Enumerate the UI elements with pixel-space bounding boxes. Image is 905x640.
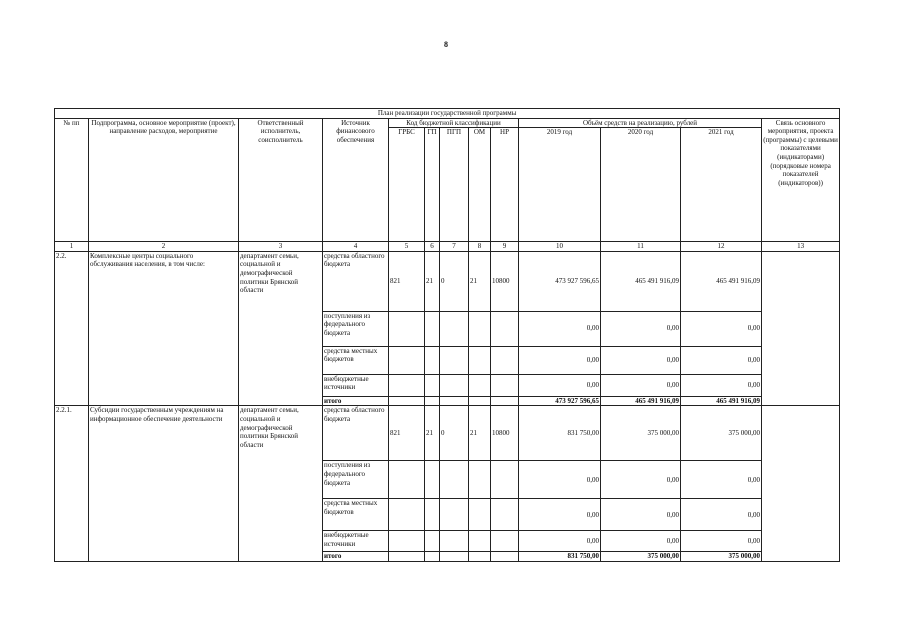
amount-2021: 0,00 bbox=[681, 499, 762, 531]
nr-code bbox=[491, 374, 519, 396]
pgp-code bbox=[440, 311, 469, 346]
amount-2021: 465 491 916,09 bbox=[681, 396, 762, 406]
header-nr: НР bbox=[491, 128, 519, 242]
amount-2021: 0,00 bbox=[681, 346, 762, 374]
program-name: Комплексные центры социального обслуживания населения, в том числе: bbox=[89, 251, 239, 406]
nr-code bbox=[491, 396, 519, 406]
amount-2020: 0,00 bbox=[601, 461, 681, 499]
gp-code: 21 bbox=[425, 251, 440, 311]
grbs-code bbox=[389, 552, 425, 562]
grbs-code bbox=[389, 531, 425, 552]
amount-2020: 0,00 bbox=[601, 346, 681, 374]
header-grbs: ГРБС bbox=[389, 128, 425, 242]
funding-source: средства областного бюджета bbox=[323, 251, 389, 311]
amount-2020: 0,00 bbox=[601, 374, 681, 396]
funding-source: итого bbox=[323, 396, 389, 406]
gp-code bbox=[425, 461, 440, 499]
grbs-code bbox=[389, 396, 425, 406]
pgp-code bbox=[440, 396, 469, 406]
nr-code: 10800 bbox=[491, 406, 519, 461]
pgp-code bbox=[440, 552, 469, 562]
amount-2021: 375 000,00 bbox=[681, 552, 762, 562]
amount-2021: 465 491 916,09 bbox=[681, 251, 762, 311]
funding-source: поступления из федерального бюджета bbox=[323, 461, 389, 499]
responsible-executor: департамент семьи, социальной и демографической политики Брянской области bbox=[239, 406, 323, 562]
column-number: 2 bbox=[89, 242, 239, 252]
indicator-link bbox=[762, 406, 840, 562]
amount-2019: 473 927 596,65 bbox=[519, 396, 601, 406]
gp-code bbox=[425, 552, 440, 562]
page-number: 8 bbox=[444, 40, 448, 49]
column-number: 1 bbox=[55, 242, 89, 252]
column-number: 5 bbox=[389, 242, 425, 252]
om-code bbox=[469, 499, 491, 531]
gp-code bbox=[425, 499, 440, 531]
amount-2019: 0,00 bbox=[519, 311, 601, 346]
amount-2020: 0,00 bbox=[601, 311, 681, 346]
column-number: 10 bbox=[519, 242, 601, 252]
amount-2019: 0,00 bbox=[519, 531, 601, 552]
column-number: 13 bbox=[762, 242, 840, 252]
row-number: 2.2. bbox=[55, 251, 89, 406]
amount-2019: 831 750,00 bbox=[519, 552, 601, 562]
grbs-code bbox=[389, 374, 425, 396]
nr-code bbox=[491, 531, 519, 552]
grbs-code: 821 bbox=[389, 406, 425, 461]
header-link: Связь основного мероприятия, проекта (программы) с целевыми показателями (индикаторами) (порядковые номера показателей (индикаторов)) bbox=[762, 118, 840, 242]
pgp-code: 0 bbox=[440, 406, 469, 461]
column-number: 7 bbox=[440, 242, 469, 252]
header-gp: ГП bbox=[425, 128, 440, 242]
nr-code bbox=[491, 499, 519, 531]
column-number: 6 bbox=[425, 242, 440, 252]
amount-2021: 0,00 bbox=[681, 531, 762, 552]
funding-source: внебюджетные источники bbox=[323, 531, 389, 552]
funding-source: средства областного бюджета bbox=[323, 406, 389, 461]
column-number: 4 bbox=[323, 242, 389, 252]
header-2019: 2019 год bbox=[519, 128, 601, 242]
column-number: 9 bbox=[491, 242, 519, 252]
grbs-code bbox=[389, 346, 425, 374]
nr-code bbox=[491, 461, 519, 499]
nr-code: 10800 bbox=[491, 251, 519, 311]
om-code: 21 bbox=[469, 251, 491, 311]
header-budget-code: Код бюджетной классификации bbox=[389, 118, 519, 128]
amount-2020: 375 000,00 bbox=[601, 406, 681, 461]
indicator-link bbox=[762, 251, 840, 406]
nr-code bbox=[491, 311, 519, 346]
om-code bbox=[469, 396, 491, 406]
om-code: 21 bbox=[469, 406, 491, 461]
program-plan-table bbox=[54, 108, 840, 562]
header-pgp: ПГП bbox=[440, 128, 469, 242]
nr-code bbox=[491, 552, 519, 562]
pgp-code bbox=[440, 499, 469, 531]
pgp-code: 0 bbox=[440, 251, 469, 311]
header-2021: 2021 год bbox=[681, 128, 762, 242]
header-responsible: Ответственный исполнитель, соисполнитель bbox=[239, 118, 323, 242]
grbs-code bbox=[389, 461, 425, 499]
amount-2020: 375 000,00 bbox=[601, 552, 681, 562]
funding-source: средства местных бюджетов bbox=[323, 499, 389, 531]
pgp-code bbox=[440, 374, 469, 396]
header-program: Подпрограмма, основное мероприятие (проект), направление расходов, мероприятие bbox=[89, 118, 239, 242]
funding-source: средства местных бюджетов bbox=[323, 346, 389, 374]
table-row bbox=[55, 406, 840, 461]
header-om: ОМ bbox=[469, 128, 491, 242]
amount-2019: 831 750,00 bbox=[519, 406, 601, 461]
funding-source: внебюджетные источники bbox=[323, 374, 389, 396]
amount-2021: 0,00 bbox=[681, 374, 762, 396]
om-code bbox=[469, 552, 491, 562]
om-code bbox=[469, 374, 491, 396]
amount-2021: 0,00 bbox=[681, 311, 762, 346]
gp-code bbox=[425, 311, 440, 346]
grbs-code bbox=[389, 311, 425, 346]
amount-2019: 0,00 bbox=[519, 374, 601, 396]
gp-code bbox=[425, 374, 440, 396]
column-number: 11 bbox=[601, 242, 681, 252]
program-name: Субсидии государственным учреждениям на информационное обеспечение деятельности bbox=[89, 406, 239, 562]
gp-code bbox=[425, 531, 440, 552]
amount-2020: 0,00 bbox=[601, 499, 681, 531]
amount-2019: 0,00 bbox=[519, 346, 601, 374]
responsible-executor: департамент семьи, социальной и демографической политики Брянской области bbox=[239, 251, 323, 406]
amount-2020: 465 491 916,09 bbox=[601, 396, 681, 406]
grbs-code: 821 bbox=[389, 251, 425, 311]
column-number: 12 bbox=[681, 242, 762, 252]
column-number-row bbox=[55, 242, 840, 252]
pgp-code bbox=[440, 531, 469, 552]
gp-code: 21 bbox=[425, 406, 440, 461]
pgp-code bbox=[440, 346, 469, 374]
header-volume: Объём средств на реализацию, рублей bbox=[519, 118, 762, 128]
table-row bbox=[55, 251, 840, 311]
header-2020: 2020 год bbox=[601, 128, 681, 242]
funding-source: итого bbox=[323, 552, 389, 562]
row-number: 2.2.1. bbox=[55, 406, 89, 562]
amount-2020: 465 491 916,09 bbox=[601, 251, 681, 311]
amount-2021: 375 000,00 bbox=[681, 406, 762, 461]
amount-2021: 0,00 bbox=[681, 461, 762, 499]
om-code bbox=[469, 311, 491, 346]
amount-2019: 0,00 bbox=[519, 499, 601, 531]
amount-2019: 0,00 bbox=[519, 461, 601, 499]
funding-source: поступления из федерального бюджета bbox=[323, 311, 389, 346]
gp-code bbox=[425, 396, 440, 406]
nr-code bbox=[491, 346, 519, 374]
amount-2020: 0,00 bbox=[601, 531, 681, 552]
om-code bbox=[469, 461, 491, 499]
column-number: 3 bbox=[239, 242, 323, 252]
om-code bbox=[469, 346, 491, 374]
column-number: 8 bbox=[469, 242, 491, 252]
grbs-code bbox=[389, 499, 425, 531]
gp-code bbox=[425, 346, 440, 374]
pgp-code bbox=[440, 461, 469, 499]
header-num: № пп bbox=[55, 118, 89, 242]
table-title: План реализации государственной программы bbox=[55, 109, 840, 119]
header-source: Источник финансового обеспечения bbox=[323, 118, 389, 242]
amount-2019: 473 927 596,65 bbox=[519, 251, 601, 311]
om-code bbox=[469, 531, 491, 552]
